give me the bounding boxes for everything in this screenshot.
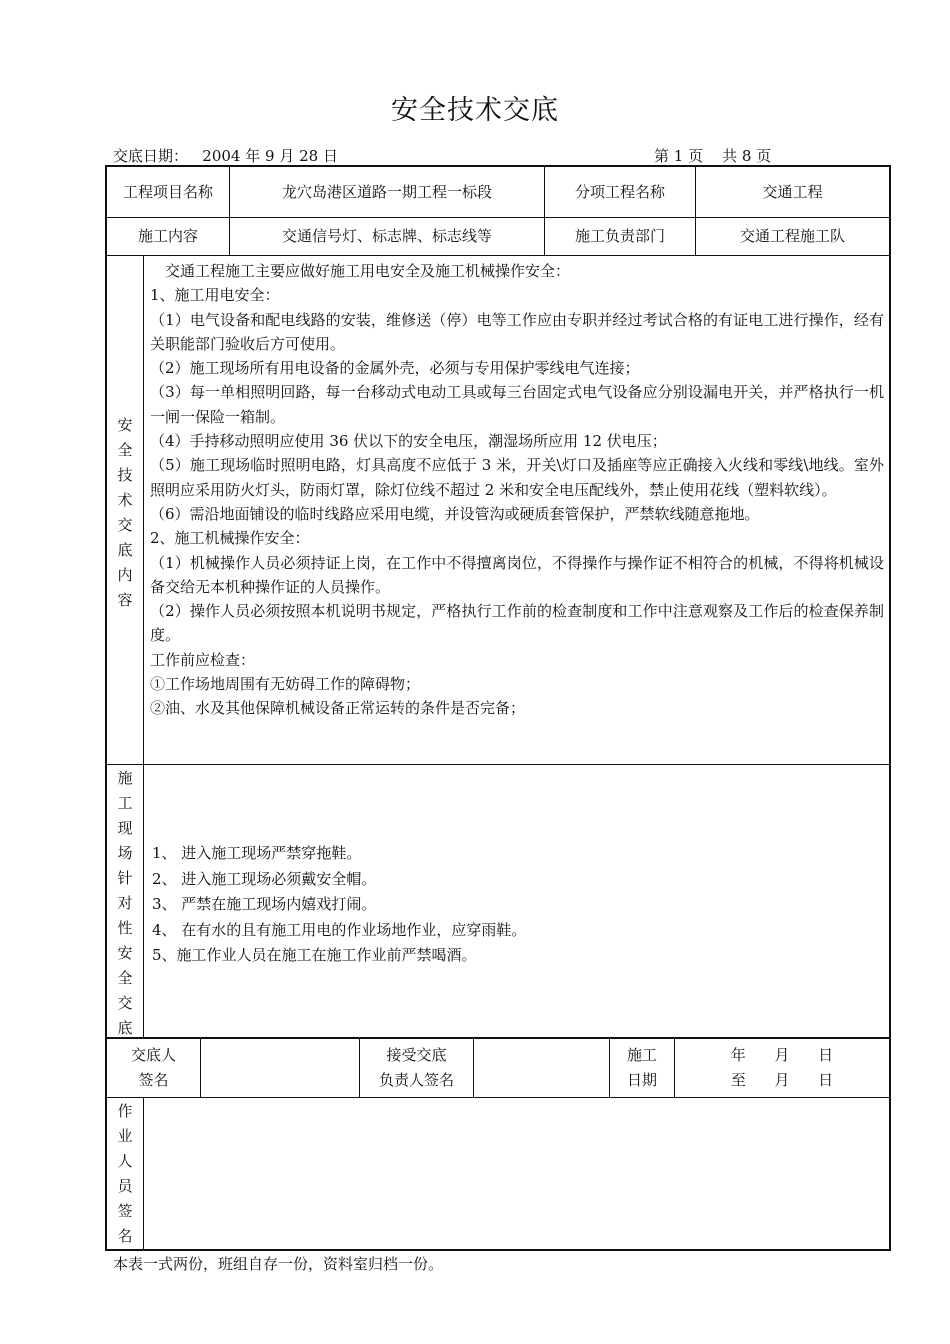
period-from: 年 月 日 bbox=[730, 1046, 834, 1064]
tech-paragraph: 工作前应检查： bbox=[150, 650, 256, 669]
worker-signature-area[interactable] bbox=[144, 1098, 889, 1249]
main-table bbox=[105, 165, 891, 1039]
receiver-signature-label: 接受交底 负责人签名 bbox=[378, 1046, 454, 1089]
site-label-char: 安 bbox=[117, 944, 133, 962]
site-label-char: 底 bbox=[117, 1019, 133, 1037]
site-list-item: 2、 进入施工现场必须戴安全帽。 bbox=[152, 869, 377, 888]
project-name-label: 工程项目名称 bbox=[122, 182, 213, 201]
row-divider bbox=[107, 764, 889, 765]
tech-label-char: 安 bbox=[117, 416, 133, 434]
document-title: 安全技术交底 bbox=[391, 95, 559, 126]
footer-note: 本表一式两份，班组自存一份，资料室归档一份。 bbox=[113, 1255, 444, 1273]
disclosure-date: 交底日期： 2004 年 9 月 28 日 bbox=[113, 147, 338, 165]
tech-paragraph: （1）电气设备和配电线路的安装，维修送（停）电等工作应由专职并经过考试合格的有证电工进行操作，经有关职能部门验收后方可使用。 bbox=[150, 310, 884, 353]
tech-paragraph: 交通工程施工主要应做好施工用电安全及施工机械操作安全： bbox=[150, 262, 571, 280]
tech-label-char: 内 bbox=[117, 566, 133, 584]
sub-project-value: 交通工程 bbox=[762, 182, 823, 201]
worker-signature-label bbox=[107, 1099, 143, 1249]
worker-label-char: 作 bbox=[117, 1102, 133, 1120]
tech-label-char: 全 bbox=[117, 441, 133, 459]
site-list-item: 5、施工作业人员在施工在施工作业前严禁喝酒。 bbox=[152, 946, 477, 964]
tech-paragraph: ➀工作场地周围有无妨碍工作的障碍物； bbox=[150, 675, 421, 694]
construction-period-label: 施工 日期 bbox=[626, 1046, 657, 1089]
worker-label-char: 业 bbox=[117, 1127, 133, 1145]
site-label-char: 现 bbox=[117, 819, 133, 837]
tech-paragraph: （3）每一单相照明回路，每一台移动式电动工具或每三台固定式电气设备应分别设漏电开关，并严格执行一机一闸一保险一箱制。 bbox=[150, 383, 884, 426]
content-value: 交通信号灯、标志牌、标志线等 bbox=[281, 227, 492, 245]
tech-paragraph: 2、施工机械操作安全： bbox=[150, 529, 310, 548]
dept-label: 施工负责部门 bbox=[574, 227, 665, 245]
discloser-signature-label: 交底人 签名 bbox=[130, 1046, 176, 1089]
worker-label-char: 人 bbox=[117, 1152, 133, 1170]
worker-label-char: 员 bbox=[117, 1177, 133, 1195]
discloser-signature-field[interactable] bbox=[201, 1039, 359, 1097]
page-indicator: 第 1 页 共 8 页 bbox=[654, 147, 772, 165]
site-list-item: 1、 进入施工现场严禁穿拖鞋。 bbox=[152, 844, 362, 862]
sub-project-label: 分项工程名称 bbox=[574, 182, 665, 201]
tech-paragraph: （1）机械操作人员必须持证上岗，在工作中不得擅离岗位，不得操作与操作证不相符合的机械，不得将机械设备交给无本机种操作证的人员操作。 bbox=[150, 553, 884, 596]
site-disclosure-list bbox=[152, 841, 882, 969]
row-divider bbox=[107, 255, 889, 256]
signature-table bbox=[105, 1037, 891, 1251]
tech-paragraph: ➁油、水及其他保障机械设备正常运转的条件是否完备； bbox=[150, 699, 526, 718]
tech-label-char: 技 bbox=[117, 466, 133, 484]
label-column-divider bbox=[143, 255, 144, 1039]
period-to: 至 月 日 bbox=[730, 1071, 834, 1089]
site-disclosure-label bbox=[107, 766, 143, 1041]
worker-label-char: 名 bbox=[117, 1227, 133, 1245]
site-label-char: 工 bbox=[117, 794, 133, 812]
tech-label-char: 容 bbox=[117, 591, 133, 609]
tech-paragraph: （2）施工现场所有用电设备的金属外壳，必须与专用保护零线电气连接； bbox=[150, 359, 640, 378]
construction-period-field[interactable] bbox=[675, 1039, 889, 1097]
tech-paragraph: 1、施工用电安全： bbox=[150, 286, 280, 305]
site-label-char: 针 bbox=[117, 869, 133, 887]
receiver-signature-field[interactable] bbox=[474, 1039, 609, 1097]
site-label-char: 场 bbox=[117, 844, 133, 862]
tech-paragraph: （4）手持移动照明应使用 36 伏以下的安全电压，潮湿场所应用 12 伏电压； bbox=[150, 432, 667, 451]
site-label-char: 施 bbox=[117, 769, 133, 787]
dept-value: 交通工程施工队 bbox=[739, 227, 845, 245]
tech-label-char: 交 bbox=[117, 516, 133, 534]
site-label-char: 对 bbox=[117, 894, 133, 912]
project-name-value: 龙穴岛港区道路一期工程一标段 bbox=[281, 182, 492, 201]
site-list-item: 3、 严禁在施工现场内嬉戏打闹。 bbox=[152, 895, 377, 913]
tech-paragraph: （6）需沿地面铺设的临时线路应采用电缆，并设管沟或硬质套管保护，严禁软线随意拖地。 bbox=[150, 504, 760, 523]
content-label: 施工内容 bbox=[137, 227, 198, 245]
tech-paragraph: （2）操作人员必须按照本机说明书规定，严格执行工作前的检查制度和工作中注意观察及工作后的检查保养制度。 bbox=[150, 602, 884, 645]
tech-disclosure-content bbox=[150, 259, 884, 721]
tech-label-char: 术 bbox=[117, 491, 133, 509]
tech-label-char: 底 bbox=[117, 541, 133, 559]
tech-disclosure-label bbox=[107, 413, 143, 613]
tech-paragraph: （5）施工现场临时照明电路，灯具高度不应低于 3 米，开关\灯口及插座等应正确接入火线和零线\地线。室外照明应采用防火灯头，防雨灯罩，除灯位线不超过 2 米和安全电压配线外，禁止使用花线（塑料软线）。 bbox=[150, 456, 884, 499]
site-label-char: 性 bbox=[117, 919, 133, 937]
site-label-char: 交 bbox=[117, 994, 133, 1012]
site-list-item: 4、 在有水的且有施工用电的作业场地作业，应穿雨鞋。 bbox=[152, 920, 527, 939]
site-label-char: 全 bbox=[117, 969, 133, 987]
worker-label-char: 签 bbox=[117, 1202, 133, 1220]
